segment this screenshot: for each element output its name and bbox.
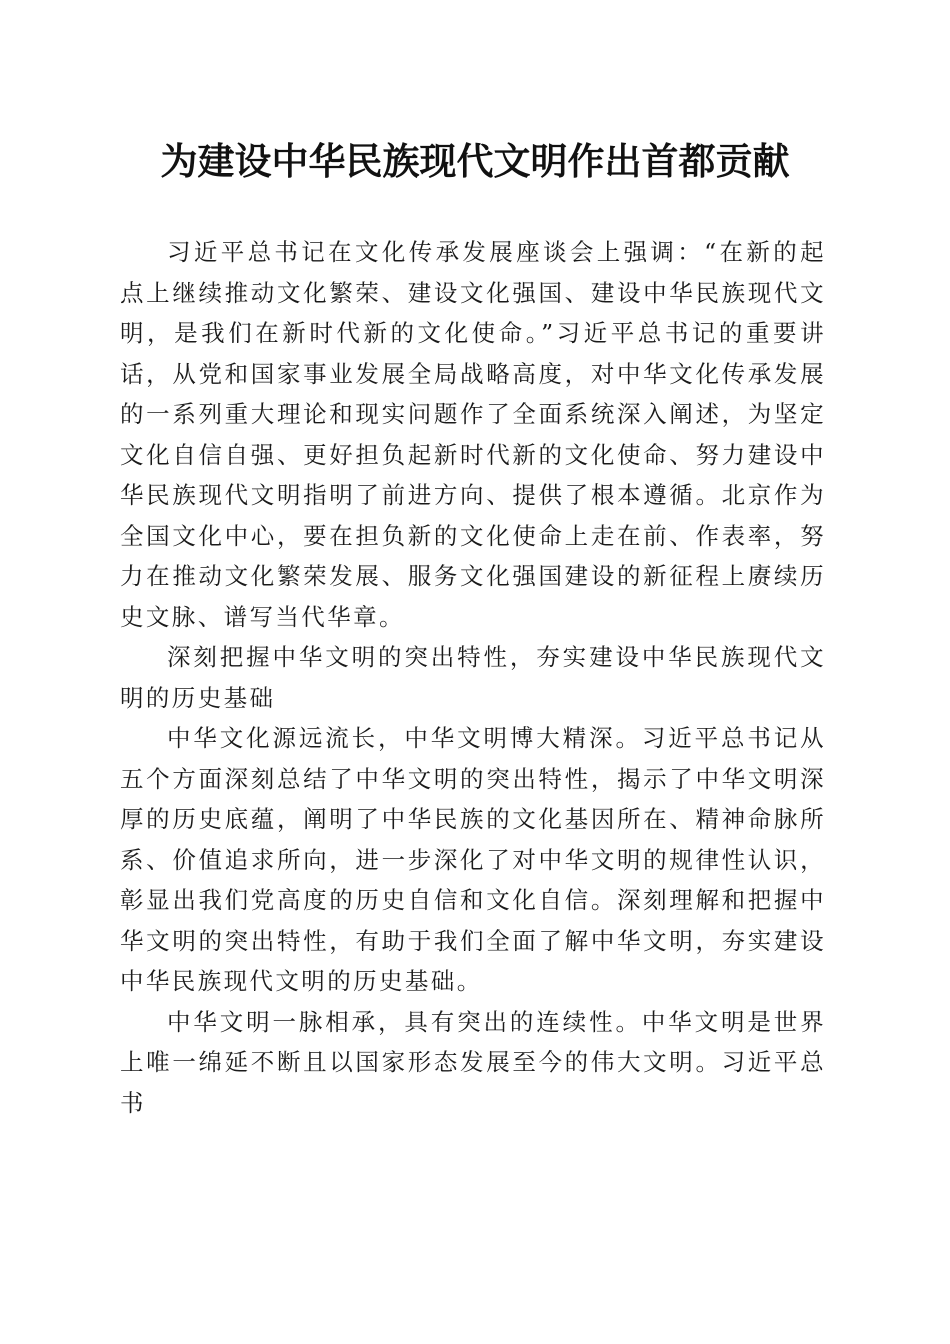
paragraph-intro: 习近平总书记在文化传承发展座谈会上强调：“在新的起点上继续推动文化繁荣、建设文化强国、建设中华民族现代文明，是我们在新时代新的文化使命。”习近平总书记的重要讲话，从党和国家事业发展全局战略高度，对中华文化传承发展的一系列重大理论和现实问题作了全面系统深入阐述，为坚定文化自信自强、更好担负起新时代新的文化使命、努力建设中华民族现代文明指明了前进方向、提供了根本遵循。北京作为全国文化中心，要在担负新的文化使命上走在前、作表率，努力在推动文化繁荣发展、服务文化强国建设的新征程上赓续历史文脉、谱写当代华章。 — [120, 238, 826, 631]
section-heading: 深刻把握中华文明的突出特性，夯实建设中华民族现代文明的历史基础 — [120, 643, 826, 712]
paragraph-civilization-traits: 中华文化源远流长，中华文明博大精深。习近平总书记从五个方面深刻总结了中华文明的突出特性，揭示了中华文明深厚的历史底蕴，阐明了中华民族的文化基因所在、精神命脉所系、价值追求所向，进一步深化了对中华文明的规律性认识，彰显出我们党高度的历史自信和文化自信。深刻理解和把握中华文明的突出特性，有助于我们全面了解中华文明，夯实建设中华民族现代文明的历史基础。 — [120, 724, 826, 995]
document-body — [120, 232, 826, 1123]
paragraph-continuity: 中华文明一脉相承，具有突出的连续性。中华文明是世界上唯一绵延不断且以国家形态发展至今的伟大文明。习近平总书 — [120, 1007, 826, 1117]
document-title: 为建设中华民族现代文明作出首都贡献 — [160, 139, 790, 183]
